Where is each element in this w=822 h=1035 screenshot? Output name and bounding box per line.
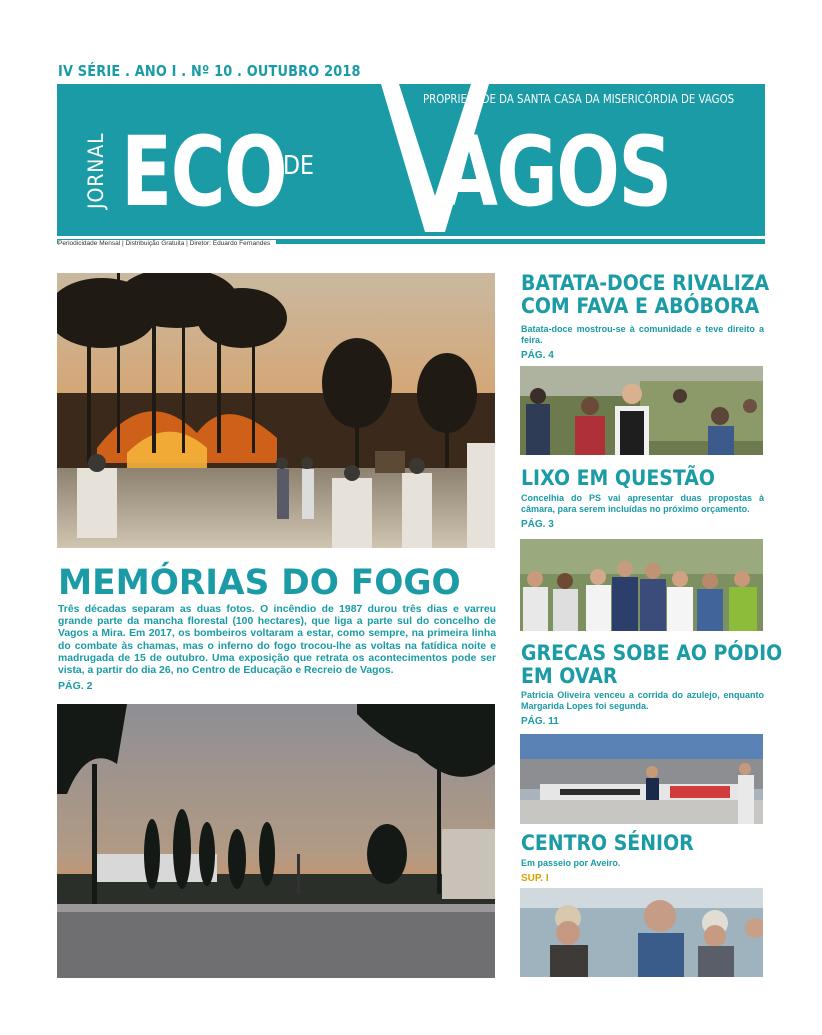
senior-centre-photo: [520, 888, 763, 977]
side-1-desc: [521, 324, 764, 361]
side-4-headline-line-1: CENTRO SÉNIOR: [521, 831, 694, 855]
credits-line: Periodicidade Mensal | Distribuição Gratuita | Diretor: Eduardo Fernandes: [58, 240, 276, 247]
side-1-headline-line-1: BATATA-DOCE RIVALIZA: [521, 271, 770, 295]
side-2-desc-text: Concelhia do PS vai apresentar duas propostas à câmara, para serem incluídas no próximo orçamento.: [521, 493, 764, 514]
side-2-page-ref[interactable]: PÁG. 3: [521, 519, 554, 530]
masthead: [57, 84, 765, 236]
main-headline: MEMÓRIAS DO FOGO: [58, 563, 461, 603]
fire-1987-photo: [57, 273, 495, 548]
masthead-eco: ECO: [121, 116, 287, 228]
sweet-potato-illustration: [520, 366, 763, 455]
side-1-desc-text: Batata-doce mostrou-se à comunidade e teve direito a feira.: [521, 324, 764, 345]
issue-line: IV SÉRIE . ANO I . Nº 10 . OUTUBRO 2018: [58, 62, 361, 80]
side-4-page-ref[interactable]: SUP. I: [521, 873, 549, 884]
side-1-headline-line-2: COM FAVA E ABÓBORA: [521, 294, 760, 318]
side-3-headline-line-2: EM OVAR: [521, 664, 618, 688]
side-4-desc-text: Em passeio por Aveiro.: [521, 858, 621, 868]
side-4-headline: [521, 832, 694, 855]
ps-group-illustration: [520, 539, 763, 631]
masthead-owner: PROPRIEDADE DA SANTA CASA DA MISERICÓRDIA DE VAGOS: [423, 92, 735, 106]
side-3-desc: [521, 690, 764, 727]
race-illustration: [520, 734, 763, 824]
side-3-headline-line-1: GRECAS SOBE AO PÓDIO: [521, 641, 783, 665]
side-3-desc-text: Patricia Oliveira venceu a corrida do azulejo, enquanto Margarida Lopes foi segunda.: [521, 690, 764, 711]
ps-group-photo: [520, 539, 763, 631]
side-3-headline: [521, 642, 782, 688]
side-1-page-ref[interactable]: PÁG. 4: [521, 350, 554, 361]
masthead-jornal: JORNAL: [84, 132, 108, 209]
senior-centre-illustration: [520, 888, 763, 977]
masthead-de: DE: [283, 151, 314, 181]
main-lede-text: Três décadas separam as duas fotos. O incêndio de 1987 durou três dias e varreu grande parte da mancha florestal (100 hectares), que liga a parte sul do concelho de Vagos a Mira. Em 2017, os bombeiros voltaram a estar, como sempre, na primeira linha do combate às chamas, mas o inferno do fogo trocou-lhe as voltas na fatídica noite e madrugada de 15 de outubro. Uma exposição que retrata os acontecimentos pode ser vista, a partir do dia 26, no Centro de Educação e Recreio de Vagos.: [58, 604, 496, 677]
main-lede: [58, 604, 496, 692]
side-4-desc: [521, 858, 764, 884]
race-photo: [520, 734, 763, 824]
fire-2017-photo: [57, 704, 495, 978]
side-3-page-ref[interactable]: PÁG. 11: [521, 716, 559, 727]
fire-1987-illustration: [57, 273, 495, 548]
masthead-agos: AGOS: [440, 116, 671, 228]
sweet-potato-photo: [520, 366, 763, 455]
side-2-headline-line-1: LIXO EM QUESTÃO: [521, 466, 715, 490]
fire-2017-illustration: [57, 704, 495, 978]
side-2-headline: [521, 467, 715, 490]
side-1-headline: [521, 272, 769, 318]
side-2-desc: [521, 493, 764, 530]
main-page-ref[interactable]: PÁG. 2: [58, 680, 93, 693]
